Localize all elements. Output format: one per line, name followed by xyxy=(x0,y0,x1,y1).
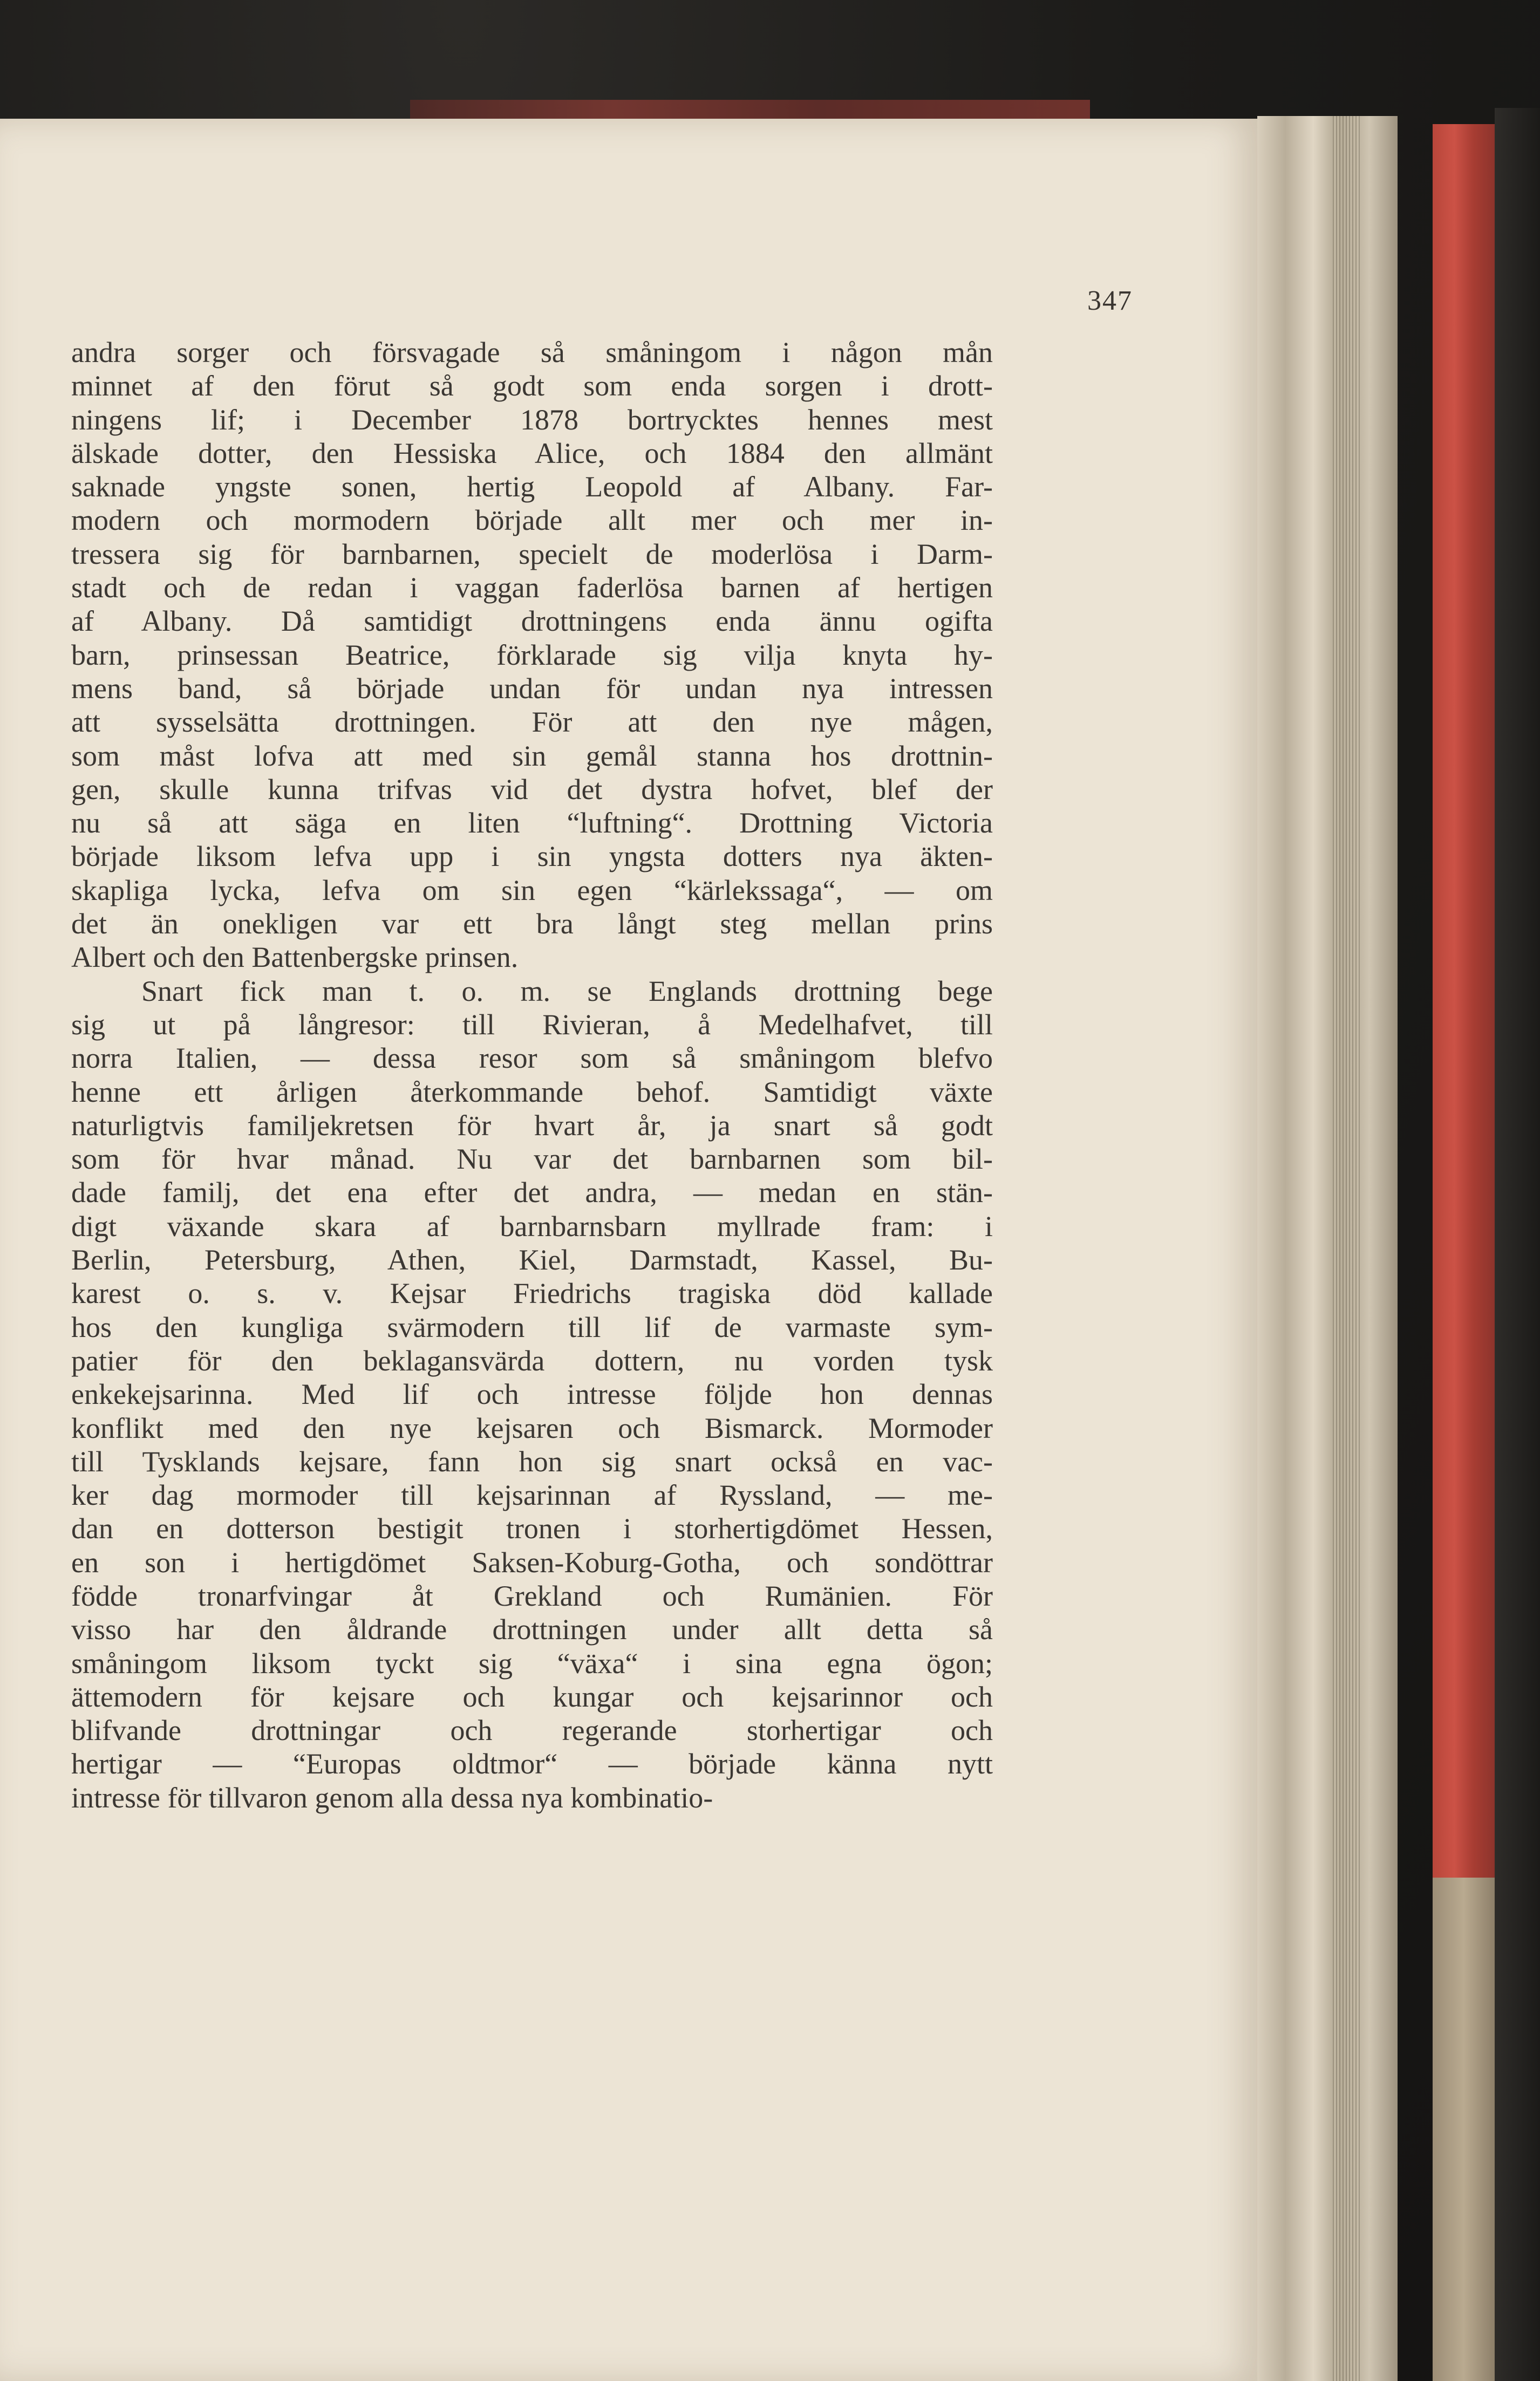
text-line: Berlin, Petersburg, Athen, Kiel, Darmstadt, Kassel, Bu- xyxy=(71,1244,993,1277)
text-line: barn, prinsessan Beatrice, förklarade sig vilja knyta hy- xyxy=(71,638,993,671)
text-line: naturligtvis familjekretsen för hvart år, ja snart så godt xyxy=(71,1109,993,1142)
text-line: visso har den åldrande drottningen under allt detta så xyxy=(71,1613,993,1646)
page-stack xyxy=(1257,116,1398,2381)
body-text xyxy=(71,336,993,1814)
text-line: andra sorger och försvagade så småningom i någon mån xyxy=(71,336,993,369)
text-line: stadt och de redan i vaggan faderlösa barnen af hertigen xyxy=(71,571,993,604)
text-line: minnet af den förut så godt som enda sorgen i drott- xyxy=(71,370,993,402)
page-number: 347 xyxy=(1087,285,1133,316)
text-line: dan en dotterson bestigit tronen i storhertigdömet Hessen, xyxy=(71,1512,993,1545)
text-line: det än onekligen var ett bra långt steg mellan prins xyxy=(71,908,993,940)
book-edge-lower xyxy=(1433,1878,1495,2381)
text-line: dade familj, det ena efter det andra, — medan en stän- xyxy=(71,1176,993,1209)
text-line: norra Italien, — dessa resor som så småningom blefvo xyxy=(71,1042,993,1075)
text-line: Snart fick man t. o. m. se Englands drottning bege xyxy=(141,974,993,1007)
text-line: enkekejsarinna. Med lif och intresse följde hon dennas xyxy=(71,1378,993,1411)
text-line: älskade dotter, den Hessiska Alice, och 1884 den allmänt xyxy=(71,436,993,469)
text-line: sig ut på långresor: till Rivieran, å Medelhafvet, till xyxy=(71,1008,993,1041)
text-line: att sysselsätta drottningen. För att den nye mågen, xyxy=(71,706,993,739)
text-line: hos den kungliga svärmodern till lif de varmaste sym- xyxy=(71,1311,993,1343)
text-line: födde tronarfvingar åt Grekland och Rumänien. För xyxy=(71,1579,993,1612)
text-line: mens band, så började undan för undan nya intressen xyxy=(71,672,993,705)
text-line: började liksom lefva upp i sin yngsta dotters nya äkten- xyxy=(71,840,993,873)
text-line: till Tysklands kejsare, fann hon sig snart också en vac- xyxy=(71,1445,993,1478)
page-stack-lines xyxy=(1333,116,1360,2381)
text-line: henne ett årligen återkommande behof. Samtidigt växte xyxy=(71,1075,993,1108)
text-line: modern och mormodern började allt mer och mer in- xyxy=(71,504,993,537)
text-line: Albert och den Battenbergske prinsen. xyxy=(71,941,519,974)
text-line: ättemodern för kejsare och kungar och kejsarinnor och xyxy=(71,1680,993,1713)
text-line: konflikt med den nye kejsaren och Bismarck. Mormoder xyxy=(71,1411,993,1444)
text-line: hertigar — “Europas oldtmor“ — började känna nytt xyxy=(71,1748,993,1780)
text-line: tressera sig för barnbarnen, specielt de moderlösa i Darm- xyxy=(71,537,993,570)
text-line: blifvande drottningar och regerande storhertigar och xyxy=(71,1714,993,1747)
text-line: som för hvar månad. Nu var det barnbarnen som bil- xyxy=(71,1143,993,1176)
top-page-edge xyxy=(410,100,1090,121)
red-book-edge xyxy=(1433,124,1495,1878)
text-line: patier för den beklagansvärda dottern, nu vorden tysk xyxy=(71,1344,993,1377)
text-line: gen, skulle kunna trifvas vid det dystra hofvet, blef der xyxy=(71,773,993,806)
text-line: som måst lofva att med sin gemål stanna hos drottnin- xyxy=(71,739,993,772)
text-line: en son i hertigdömet Saksen-Koburg-Gotha, och sondöttrar xyxy=(71,1546,993,1579)
text-line: ningens lif; i December 1878 bortrycktes hennes mest xyxy=(71,403,993,436)
text-line: skapliga lycka, lefva om sin egen “kärlekssaga“, — om xyxy=(71,874,993,906)
text-line: saknade yngste sonen, hertig Leopold af Albany. Far- xyxy=(71,470,993,503)
text-line: af Albany. Då samtidigt drottningens enda ännu ogifta xyxy=(71,605,993,638)
text-line: karest o. s. v. Kejsar Friedrichs tragiska död kallade xyxy=(71,1277,993,1310)
text-line: småningom liksom tyckt sig “växa“ i sina egna ögon; xyxy=(71,1647,993,1680)
text-line: intresse för tillvaron genom alla dessa nya kombinatio- xyxy=(71,1781,713,1814)
text-line: nu så att säga en liten “luftning“. Drottning Victoria xyxy=(71,807,993,840)
text-line: digt växande skara af barnbarnsbarn myllrade fram: i xyxy=(71,1210,993,1243)
book-cover xyxy=(1495,108,1540,2381)
text-line: ker dag mormoder till kejsarinnan af Ryssland, — me- xyxy=(71,1479,993,1512)
